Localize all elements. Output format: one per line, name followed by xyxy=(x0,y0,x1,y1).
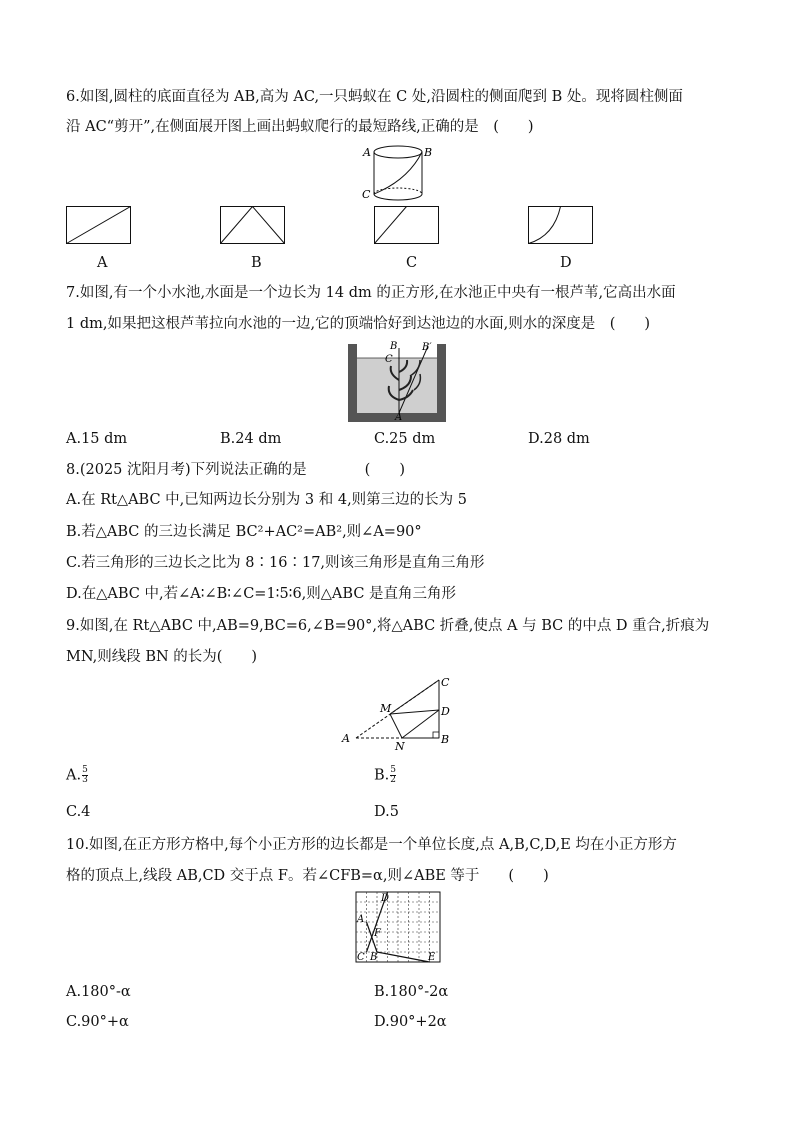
q7-option-a: A.15 dm xyxy=(66,431,128,447)
q9-label-b: B xyxy=(441,733,450,746)
q9-option-a-numerator: 5 xyxy=(82,765,88,775)
q8-option-c: C.若三角形的三边长之比为 8∶16∶17,则该三角形是直角三角形 xyxy=(66,555,485,571)
q9-option-b xyxy=(374,766,396,785)
q8-stem: 8.(2025 沈阳月考)下列说法正确的是 ( ) xyxy=(66,462,405,478)
q6-option-d-label: D xyxy=(560,255,572,271)
q9-option-c: C.4 xyxy=(66,804,91,820)
q9-label-n: N xyxy=(395,740,405,752)
q10-label-c: C xyxy=(357,952,365,963)
q6-option-b-label: B xyxy=(251,255,262,271)
q7-label-b: B xyxy=(390,341,398,352)
q10-label-b: B xyxy=(370,952,378,963)
q8-option-b: B.若△ABC 的三边长满足 BC²+AC²=AB²,则∠A=90° xyxy=(66,524,422,540)
q6-label-b: B xyxy=(424,146,433,159)
q6-option-b-figure xyxy=(220,206,286,246)
q8-option-a: A.在 Rt△ABC 中,已知两边长分别为 3 和 4,则第三边的长为 5 xyxy=(66,492,468,508)
q10-stem-line1: 10.如图,在正方形方格中,每个小正方形的边长都是一个单位长度,点 A,B,C,D,E 均在小正方形方 xyxy=(66,837,677,853)
q9-option-a xyxy=(66,766,88,785)
q9-triangle-figure xyxy=(340,672,460,752)
q6-stem-line1: 6.如图,圆柱的底面直径为 AB,高为 AC,一只蚂蚁在 C 处,沿圆柱的侧面爬到 B 处。现将圆柱侧面 xyxy=(66,89,683,105)
q9-option-b-numerator: 5 xyxy=(390,765,396,775)
q6-option-a-figure xyxy=(66,206,132,246)
q10-option-b: B.180°-2α xyxy=(374,984,449,1000)
q9-label-d: D xyxy=(441,705,450,718)
q9-option-b-denominator: 2 xyxy=(390,775,396,785)
q9-label-a: A xyxy=(342,732,350,745)
q7-label-a: A xyxy=(395,412,403,422)
q9-stem-line2: MN,则线段 BN 的长为( ) xyxy=(66,649,258,665)
q9-option-a-prefix: A. xyxy=(66,767,82,784)
q10-label-a: A xyxy=(357,914,365,925)
q10-label-d: D xyxy=(381,893,390,904)
q10-label-e: E xyxy=(428,952,436,963)
q9-option-b-fraction xyxy=(390,766,396,785)
q9-option-a-denominator: 3 xyxy=(82,775,88,785)
q7-option-c: C.25 dm xyxy=(374,431,436,447)
q7-option-b: B.24 dm xyxy=(220,431,282,447)
q6-option-a-label: A xyxy=(97,255,108,271)
q6-label-a: A xyxy=(363,146,371,159)
q9-option-a-fraction xyxy=(82,766,88,785)
q10-grid-figure xyxy=(352,888,442,964)
q7-pond-figure xyxy=(348,340,446,422)
q9-stem-line1: 9.如图,在 Rt△ABC 中,AB=9,BC=6,∠B=90°,将△ABC 折叠,使点 A 与 BC 的中点 D 重合,折痕为 xyxy=(66,618,710,634)
q7-label-c: C xyxy=(385,354,393,365)
q6-cylinder-figure xyxy=(358,140,438,206)
q7-stem-line2: 1 dm,如果把这根芦苇拉向水池的一边,它的顶端恰好到达池边的水面,则水的深度是 ( ) xyxy=(66,316,651,332)
q10-label-f: F xyxy=(374,928,381,939)
q9-option-b-prefix: B. xyxy=(374,767,390,784)
q9-label-m: M xyxy=(380,702,392,715)
q6-option-d-figure xyxy=(528,206,594,246)
q10-option-d: D.90°+2α xyxy=(374,1014,447,1030)
q9-label-c: C xyxy=(441,676,450,689)
q6-option-c-figure xyxy=(374,206,440,246)
q10-option-c: C.90°+α xyxy=(66,1014,129,1030)
q7-stem-line1: 7.如图,有一个小水池,水面是一个边长为 14 dm 的正方形,在水池正中央有一根芦苇,它高出水面 xyxy=(66,285,676,301)
q9-option-d: D.5 xyxy=(374,804,399,820)
q7-option-d: D.28 dm xyxy=(528,431,590,447)
q7-label-b-prime: B′ xyxy=(422,342,432,353)
q10-stem-line2: 格的顶点上,线段 AB,CD 交于点 F。若∠CFB=α,则∠ABE 等于 ( ) xyxy=(66,868,549,884)
q6-stem-line2: 沿 AC“剪开”,在侧面展开图上画出蚂蚁爬行的最短路线,正确的是 ( ) xyxy=(66,119,534,135)
q6-option-c-label: C xyxy=(406,255,418,271)
q6-label-c: C xyxy=(362,188,371,201)
q10-option-a: A.180°-α xyxy=(66,984,131,1000)
q8-option-d: D.在△ABC 中,若∠A∶∠B∶∠C=1∶5∶6,则△ABC 是直角三角形 xyxy=(66,586,457,602)
